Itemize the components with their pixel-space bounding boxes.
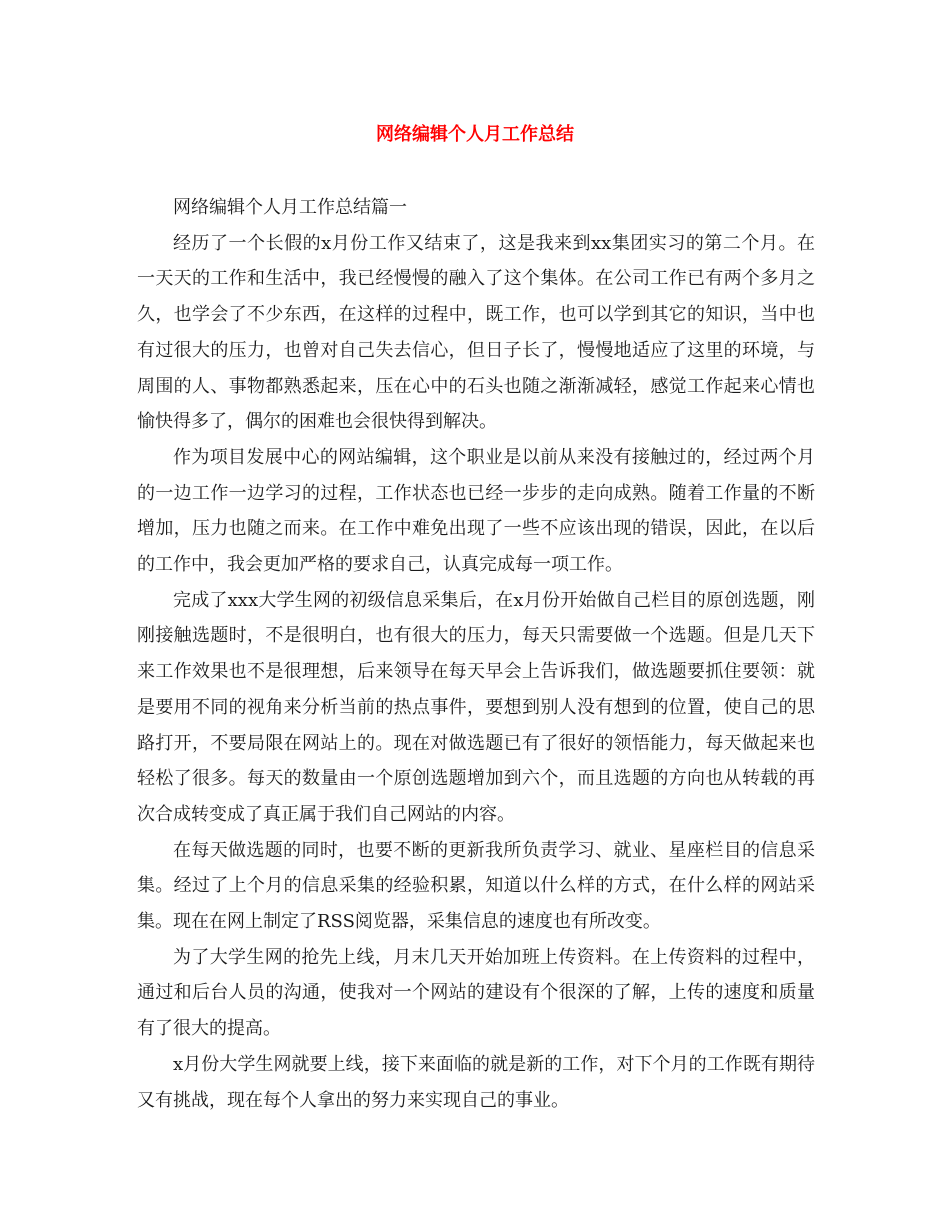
paragraph-1: 经历了一个长假的x月份工作又结束了，这是我来到xx集团实习的第二个月。在一天天的工作和生活中，我已经慢慢的融入了这个集体。在公司工作已有两个多月之久，也学会了不少东西，在这样的过程中，既工作，也可以学到其它的知识，当中也有过很大的压力，也曾对自己失去信心，但日子长了，慢慢地适应了这里的环境，与周围的人、事物都熟悉起来，压在心中的石头也随之渐渐减轻，感觉工作起来心情也愉快得多了，偶尔的困难也会很快得到解决。 bbox=[137, 232, 815, 433]
paragraph-5: 为了大学生网的抢先上线，月末几天开始加班上传资料。在上传资料的过程中，通过和后台人员的沟通，使我对一个网站的建设有个很深的了解，上传的速度和质量有了很大的提高。 bbox=[137, 946, 815, 1040]
paragraph-2: 作为项目发展中心的网站编辑，这个职业是以前从来没有接触过的，经过两个月的一边工作一边学习的过程，工作状态也已经一步步的走向成熟。随着工作量的不断增加，压力也随之而来。在工作中难免出现了一些不应该出现的错误，因此，在以后的工作中，我会更加严格的要求自己，认真完成每一项工作。 bbox=[137, 446, 815, 576]
document-title: 网络编辑个人月工作总结 bbox=[376, 124, 574, 145]
paragraph-6: x月份大学生网就要上线，接下来面临的就是新的工作，对下个月的工作既有期待又有挑战，现在每个人拿出的努力来实现自己的事业。 bbox=[137, 1053, 815, 1111]
document-body bbox=[137, 190, 815, 1118]
paragraph-4: 在每天做选题的同时，也要不断的更新我所负责学习、就业、星座栏目的信息采集。经过了上个月的信息采集的经验积累，知道以什么样的方式，在什么样的网站采集。现在在网上制定了RSS阅览器，采集信息的速度也有所改变。 bbox=[137, 839, 815, 933]
section-heading: 网络编辑个人月工作总结篇一 bbox=[173, 197, 407, 218]
paragraph-3: 完成了xxx大学生网的初级信息采集后，在x月份开始做自己栏目的原创选题，刚刚接触选题时，不是很明白，也有很大的压力，每天只需要做一个选题。但是几天下来工作效果也不是很理想，后来领导在每天早会上告诉我们，做选题要抓住要领：就是要用不同的视角来分析当前的热点事件，要想到别人没有想到的位置，使自己的思路打开，不要局限在网站上的。现在对做选题已有了很好的领悟能力，每天做起来也轻松了很多。每天的数量由一个原创选题增加到六个，而且选题的方向也从转载的再次合成转变成了真正属于我们自己网站的内容。 bbox=[137, 589, 815, 825]
